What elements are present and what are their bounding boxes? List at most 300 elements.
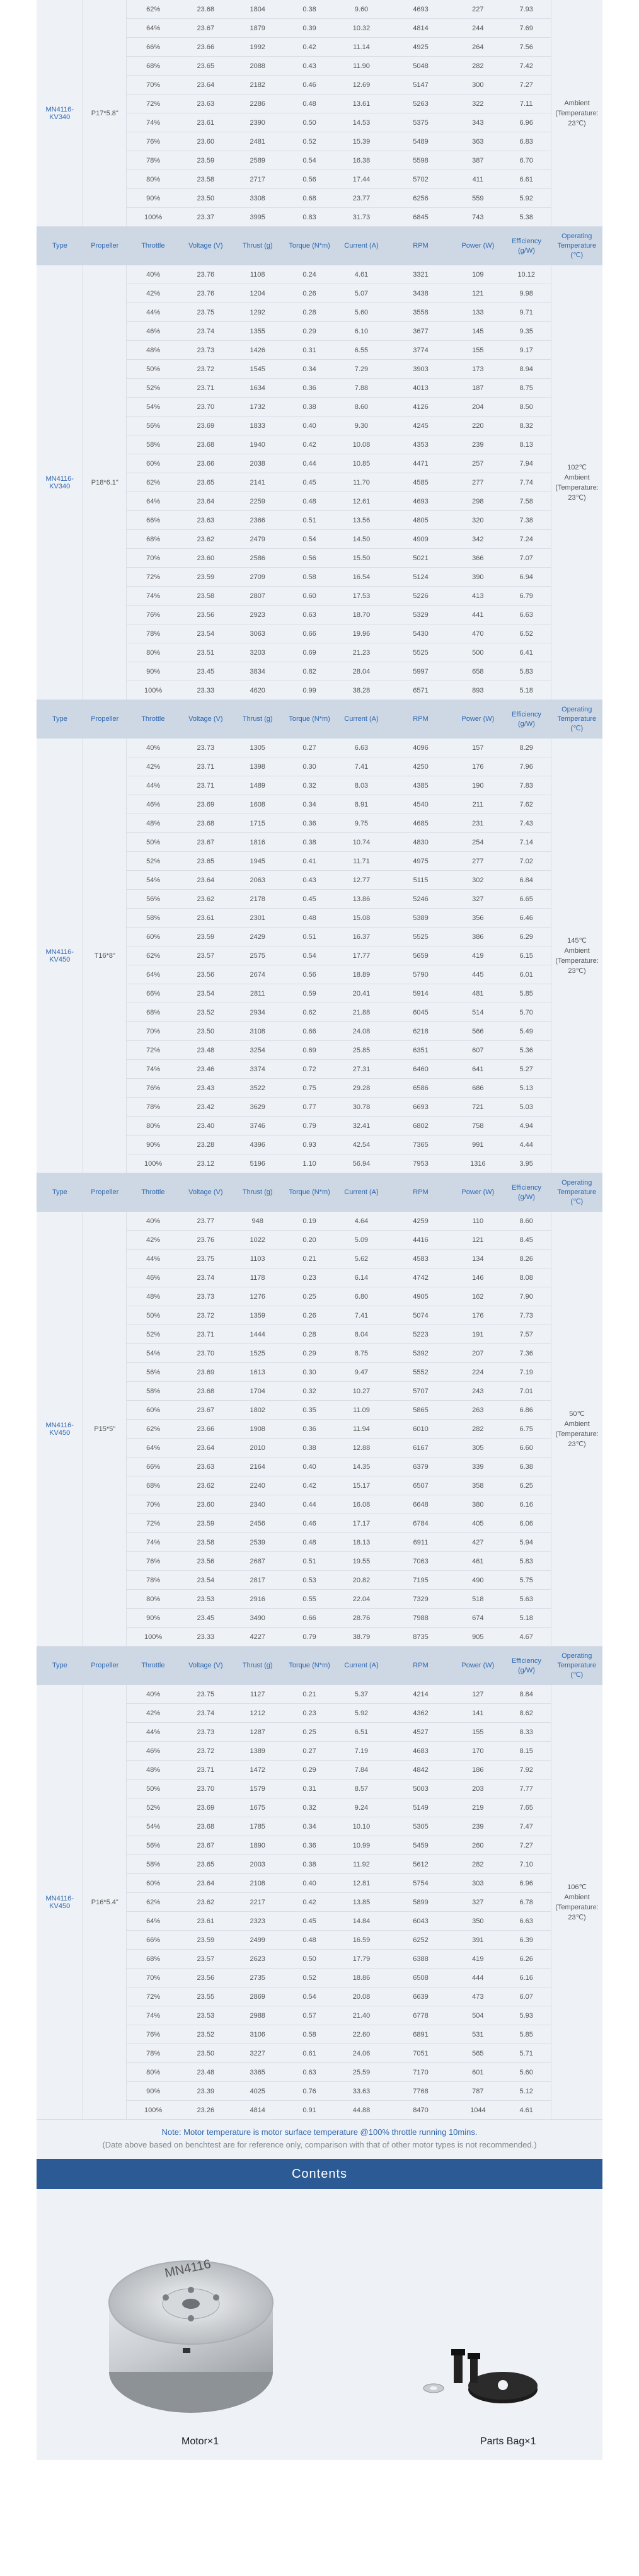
efficiency-cell: 7.56: [502, 38, 551, 57]
voltage-cell: 23.43: [180, 1079, 231, 1098]
thrust-cell: 4620: [232, 681, 284, 700]
current-cell: 16.08: [335, 1495, 387, 1514]
rpm-cell: 4013: [388, 379, 454, 398]
power-cell: 322: [454, 95, 502, 113]
efficiency-cell: 6.78: [502, 1893, 551, 1912]
voltage-cell: 23.74: [180, 1268, 231, 1287]
current-cell: 18.70: [335, 606, 387, 624]
torque-cell: 0.69: [284, 643, 335, 662]
rpm-cell: 4830: [388, 833, 454, 852]
current-cell: 15.08: [335, 909, 387, 928]
temperature-line: (Temperature:: [555, 483, 599, 492]
voltage-cell: 23.56: [180, 1552, 231, 1571]
throttle-cell: 54%: [127, 1344, 180, 1363]
rpm-cell: 4975: [388, 852, 454, 871]
power-cell: 300: [454, 76, 502, 95]
throttle-cell: 78%: [127, 1098, 180, 1117]
thrust-cell: 2807: [232, 587, 284, 606]
throttle-cell: 74%: [127, 1060, 180, 1079]
rpm-cell: 4214: [388, 1685, 454, 1704]
power-cell: 303: [454, 1874, 502, 1893]
torque-cell: 0.57: [284, 2006, 335, 2025]
torque-cell: 0.48: [284, 95, 335, 113]
current-cell: 12.77: [335, 871, 387, 890]
torque-cell: 0.38: [284, 1855, 335, 1874]
rpm-cell: 5997: [388, 662, 454, 681]
thrust-cell: 2301: [232, 909, 284, 928]
thrust-cell: 2038: [232, 454, 284, 473]
torque-cell: 0.26: [284, 1306, 335, 1325]
thrust-cell: 3746: [232, 1117, 284, 1136]
current-cell: 10.85: [335, 454, 387, 473]
current-cell: 30.78: [335, 1098, 387, 1117]
voltage-cell: 23.26: [180, 2101, 231, 2120]
torque-cell: 0.56: [284, 965, 335, 984]
power-cell: 386: [454, 928, 502, 946]
rpm-cell: 6891: [388, 2025, 454, 2044]
torque-cell: 0.54: [284, 946, 335, 965]
thrust-cell: 2286: [232, 95, 284, 113]
header-current: Current (A): [335, 1647, 387, 1686]
voltage-cell: 23.71: [180, 1761, 231, 1780]
efficiency-cell: 7.58: [502, 492, 551, 511]
thrust-cell: 4025: [232, 2082, 284, 2101]
thrust-cell: 2687: [232, 1552, 284, 1571]
thrust-cell: 3834: [232, 662, 284, 681]
throttle-cell: 70%: [127, 1022, 180, 1041]
torque-cell: 0.29: [284, 1761, 335, 1780]
torque-cell: 0.93: [284, 1136, 335, 1154]
rpm-cell: 4096: [388, 739, 454, 757]
voltage-cell: 23.50: [180, 2044, 231, 2063]
power-cell: 109: [454, 265, 502, 284]
thrust-cell: 1305: [232, 739, 284, 757]
rpm-cell: 6586: [388, 1079, 454, 1098]
throttle-cell: 80%: [127, 643, 180, 662]
rpm-cell: 5525: [388, 928, 454, 946]
power-cell: 1044: [454, 2101, 502, 2120]
rpm-cell: 5389: [388, 909, 454, 928]
header-type: Type: [37, 227, 83, 266]
power-cell: 444: [454, 1969, 502, 1987]
rpm-cell: 5223: [388, 1325, 454, 1344]
throttle-cell: 70%: [127, 1495, 180, 1514]
header-voltage: Voltage (V): [180, 227, 231, 266]
rpm-cell: 6693: [388, 1098, 454, 1117]
power-cell: 504: [454, 2006, 502, 2025]
current-cell: 17.79: [335, 1950, 387, 1969]
thrust-cell: 2240: [232, 1476, 284, 1495]
voltage-cell: 23.70: [180, 1780, 231, 1798]
rpm-cell: 5552: [388, 1363, 454, 1382]
current-cell: 8.03: [335, 776, 387, 795]
current-cell: 25.85: [335, 1041, 387, 1060]
operating-temperature-cell: [551, 0, 602, 227]
propeller-cell: P15*5": [83, 1212, 127, 1647]
torque-cell: 0.27: [284, 1742, 335, 1761]
throttle-cell: 70%: [127, 1969, 180, 1987]
rpm-cell: 4540: [388, 795, 454, 814]
power-cell: 343: [454, 113, 502, 132]
efficiency-cell: 6.46: [502, 909, 551, 928]
efficiency-cell: 7.74: [502, 473, 551, 492]
rpm-cell: 5659: [388, 946, 454, 965]
throttle-cell: 52%: [127, 379, 180, 398]
rpm-cell: 6167: [388, 1439, 454, 1458]
throttle-cell: 40%: [127, 265, 180, 284]
throttle-cell: 66%: [127, 38, 180, 57]
thrust-cell: 2323: [232, 1912, 284, 1931]
rpm-cell: 5329: [388, 606, 454, 624]
current-cell: 10.99: [335, 1836, 387, 1855]
efficiency-cell: 9.35: [502, 322, 551, 341]
power-cell: 134: [454, 1250, 502, 1268]
torque-cell: 0.27: [284, 739, 335, 757]
efficiency-cell: 8.50: [502, 398, 551, 417]
power-cell: 155: [454, 341, 502, 360]
header-power: Power (W): [454, 1173, 502, 1212]
rpm-cell: 4527: [388, 1723, 454, 1742]
throttle-cell: 50%: [127, 1306, 180, 1325]
power-cell: 260: [454, 1836, 502, 1855]
power-cell: 380: [454, 1495, 502, 1514]
voltage-cell: 23.70: [180, 398, 231, 417]
rpm-cell: 3774: [388, 341, 454, 360]
power-cell: 391: [454, 1931, 502, 1950]
performance-table: [37, 0, 602, 2120]
power-cell: 203: [454, 1780, 502, 1798]
torque-cell: 0.59: [284, 984, 335, 1003]
rpm-cell: 4805: [388, 511, 454, 530]
power-cell: 155: [454, 1723, 502, 1742]
rpm-cell: 5754: [388, 1874, 454, 1893]
efficiency-cell: 7.14: [502, 833, 551, 852]
torque-cell: 0.66: [284, 624, 335, 643]
power-cell: 601: [454, 2063, 502, 2082]
rpm-cell: 4905: [388, 1287, 454, 1306]
rpm-cell: 4585: [388, 473, 454, 492]
power-cell: 298: [454, 492, 502, 511]
efficiency-cell: 6.07: [502, 1987, 551, 2006]
temperature-line: 23℃): [568, 967, 586, 975]
torque-cell: 0.43: [284, 871, 335, 890]
voltage-cell: 23.48: [180, 1041, 231, 1060]
current-cell: 7.84: [335, 1761, 387, 1780]
voltage-cell: 23.67: [180, 19, 231, 38]
voltage-cell: 23.48: [180, 2063, 231, 2082]
power-cell: 157: [454, 739, 502, 757]
efficiency-cell: 9.17: [502, 341, 551, 360]
efficiency-cell: 6.94: [502, 568, 551, 587]
current-cell: 6.63: [335, 739, 387, 757]
power-cell: 358: [454, 1476, 502, 1495]
rpm-cell: 4925: [388, 38, 454, 57]
throttle-cell: 44%: [127, 1723, 180, 1742]
current-cell: 33.63: [335, 2082, 387, 2101]
efficiency-cell: 10.12: [502, 265, 551, 284]
torque-cell: 0.54: [284, 151, 335, 170]
current-cell: 6.14: [335, 1268, 387, 1287]
thrust-cell: 1398: [232, 757, 284, 776]
rpm-cell: 5790: [388, 965, 454, 984]
efficiency-cell: 6.75: [502, 1420, 551, 1439]
rpm-cell: 4693: [388, 0, 454, 19]
table-row: [37, 1685, 602, 1704]
throttle-cell: 76%: [127, 2025, 180, 2044]
power-cell: 121: [454, 1231, 502, 1250]
throttle-cell: 62%: [127, 0, 180, 19]
efficiency-cell: 5.85: [502, 984, 551, 1003]
voltage-cell: 23.74: [180, 1704, 231, 1723]
current-cell: 17.77: [335, 946, 387, 965]
thrust-cell: 1634: [232, 379, 284, 398]
voltage-cell: 23.76: [180, 284, 231, 303]
motor-type-cell: MN4116-KV450: [37, 739, 83, 1173]
power-cell: 190: [454, 776, 502, 795]
header-rpm: RPM: [388, 1647, 454, 1686]
torque-cell: 0.51: [284, 928, 335, 946]
thrust-cell: 3308: [232, 189, 284, 208]
torque-cell: 0.58: [284, 2025, 335, 2044]
voltage-cell: 23.60: [180, 132, 231, 151]
efficiency-cell: 9.71: [502, 303, 551, 322]
efficiency-cell: 6.39: [502, 1931, 551, 1950]
throttle-cell: 42%: [127, 757, 180, 776]
current-cell: 5.07: [335, 284, 387, 303]
power-cell: 263: [454, 1401, 502, 1420]
header-throttle: Throttle: [127, 1173, 180, 1212]
thrust-cell: 2817: [232, 1571, 284, 1590]
power-cell: 320: [454, 511, 502, 530]
parts-bag-image: [423, 2349, 538, 2403]
thrust-cell: 1890: [232, 1836, 284, 1855]
efficiency-cell: 6.25: [502, 1476, 551, 1495]
propeller-cell: P16*5.4": [83, 1685, 127, 2120]
thrust-cell: 2674: [232, 965, 284, 984]
thrust-cell: 2003: [232, 1855, 284, 1874]
throttle-cell: 60%: [127, 1401, 180, 1420]
rpm-cell: 3438: [388, 284, 454, 303]
torque-cell: 0.39: [284, 19, 335, 38]
power-cell: 481: [454, 984, 502, 1003]
voltage-cell: 23.56: [180, 1969, 231, 1987]
torque-cell: 0.31: [284, 1780, 335, 1798]
voltage-cell: 23.76: [180, 265, 231, 284]
current-cell: 11.14: [335, 38, 387, 57]
rpm-cell: 5375: [388, 113, 454, 132]
rpm-cell: 5914: [388, 984, 454, 1003]
torque-cell: 0.45: [284, 890, 335, 909]
header-thrust: Thrust (g): [232, 1173, 284, 1212]
torque-cell: 0.62: [284, 1003, 335, 1022]
current-cell: 8.04: [335, 1325, 387, 1344]
temperature-line: 145℃: [567, 936, 587, 945]
thrust-cell: 1908: [232, 1420, 284, 1439]
efficiency-cell: 5.85: [502, 2025, 551, 2044]
rpm-cell: 4353: [388, 435, 454, 454]
thrust-cell: 2479: [232, 530, 284, 549]
throttle-cell: 68%: [127, 530, 180, 549]
thrust-cell: 1545: [232, 360, 284, 379]
torque-cell: 0.26: [284, 284, 335, 303]
current-cell: 21.40: [335, 2006, 387, 2025]
voltage-cell: 23.45: [180, 662, 231, 681]
thrust-cell: 2010: [232, 1439, 284, 1458]
power-cell: 531: [454, 2025, 502, 2044]
current-cell: 19.55: [335, 1552, 387, 1571]
thrust-cell: 3254: [232, 1041, 284, 1060]
throttle-cell: 64%: [127, 19, 180, 38]
throttle-cell: 48%: [127, 814, 180, 833]
current-cell: 18.86: [335, 1969, 387, 1987]
rpm-cell: 8735: [388, 1628, 454, 1647]
rpm-cell: 6639: [388, 1987, 454, 2006]
efficiency-cell: 7.62: [502, 795, 551, 814]
throttle-cell: 62%: [127, 1893, 180, 1912]
rpm-cell: 4693: [388, 492, 454, 511]
current-cell: 7.29: [335, 360, 387, 379]
thrust-cell: 1879: [232, 19, 284, 38]
voltage-cell: 23.66: [180, 38, 231, 57]
voltage-cell: 23.52: [180, 1003, 231, 1022]
throttle-cell: 48%: [127, 341, 180, 360]
efficiency-cell: 6.06: [502, 1514, 551, 1533]
efficiency-cell: 6.84: [502, 871, 551, 890]
voltage-cell: 23.75: [180, 303, 231, 322]
voltage-cell: 23.71: [180, 757, 231, 776]
torque-cell: 0.30: [284, 757, 335, 776]
efficiency-cell: 7.92: [502, 1761, 551, 1780]
header-temp: Operating Temperature (℃): [551, 1173, 602, 1212]
voltage-cell: 23.37: [180, 208, 231, 227]
throttle-cell: 46%: [127, 322, 180, 341]
current-cell: 5.37: [335, 1685, 387, 1704]
voltage-cell: 23.57: [180, 1950, 231, 1969]
table-row: [37, 1212, 602, 1231]
torque-cell: 0.63: [284, 606, 335, 624]
voltage-cell: 23.51: [180, 643, 231, 662]
power-cell: 419: [454, 1950, 502, 1969]
rpm-cell: 3903: [388, 360, 454, 379]
current-cell: 11.94: [335, 1420, 387, 1439]
notes: [37, 2120, 602, 2159]
temperature-line: 23℃): [568, 493, 586, 502]
thrust-cell: 2088: [232, 57, 284, 76]
rpm-cell: 4909: [388, 530, 454, 549]
current-cell: 21.23: [335, 643, 387, 662]
efficiency-cell: 8.60: [502, 1212, 551, 1231]
efficiency-cell: 6.60: [502, 1439, 551, 1458]
voltage-cell: 23.73: [180, 1723, 231, 1742]
temperature-line: (Temperature:: [555, 1903, 599, 1911]
header-voltage: Voltage (V): [180, 1173, 231, 1212]
voltage-cell: 23.61: [180, 1912, 231, 1931]
current-cell: 15.39: [335, 132, 387, 151]
voltage-cell: 23.63: [180, 1458, 231, 1476]
voltage-cell: 23.64: [180, 492, 231, 511]
efficiency-cell: 5.92: [502, 189, 551, 208]
current-cell: 5.60: [335, 303, 387, 322]
torque-cell: 0.52: [284, 132, 335, 151]
voltage-cell: 23.74: [180, 322, 231, 341]
header-thrust: Thrust (g): [232, 1647, 284, 1686]
thrust-cell: 1103: [232, 1250, 284, 1268]
power-cell: 231: [454, 814, 502, 833]
voltage-cell: 23.75: [180, 1685, 231, 1704]
efficiency-cell: 4.94: [502, 1117, 551, 1136]
thrust-cell: 1292: [232, 303, 284, 322]
thrust-cell: 3203: [232, 643, 284, 662]
efficiency-cell: 5.18: [502, 1609, 551, 1628]
throttle-cell: 56%: [127, 1836, 180, 1855]
power-cell: 641: [454, 1060, 502, 1079]
torque-cell: 0.99: [284, 681, 335, 700]
power-cell: 387: [454, 151, 502, 170]
current-cell: 10.32: [335, 19, 387, 38]
voltage-cell: 23.77: [180, 1212, 231, 1231]
power-cell: 405: [454, 1514, 502, 1533]
header-propeller: Propeller: [83, 1173, 127, 1212]
current-cell: 19.96: [335, 624, 387, 643]
efficiency-cell: 7.02: [502, 852, 551, 871]
header-current: Current (A): [335, 1173, 387, 1212]
thrust-cell: 2182: [232, 76, 284, 95]
power-cell: 743: [454, 208, 502, 227]
voltage-cell: 23.59: [180, 1931, 231, 1950]
power-cell: 419: [454, 946, 502, 965]
voltage-cell: 23.50: [180, 1022, 231, 1041]
throttle-cell: 44%: [127, 776, 180, 795]
throttle-cell: 54%: [127, 398, 180, 417]
torque-cell: 1.10: [284, 1154, 335, 1173]
temperature-line: 23℃): [568, 1440, 586, 1448]
thrust-cell: 2869: [232, 1987, 284, 2006]
throttle-cell: 100%: [127, 2101, 180, 2120]
thrust-cell: 1785: [232, 1817, 284, 1836]
power-cell: 282: [454, 1420, 502, 1439]
current-cell: 9.75: [335, 814, 387, 833]
current-cell: 23.77: [335, 189, 387, 208]
current-cell: 6.80: [335, 1287, 387, 1306]
rpm-cell: 7953: [388, 1154, 454, 1173]
propeller-cell: P17*5.8": [83, 0, 127, 227]
rpm-cell: 5707: [388, 1382, 454, 1401]
voltage-cell: 23.58: [180, 170, 231, 189]
throttle-cell: 78%: [127, 1571, 180, 1590]
torque-cell: 0.46: [284, 1514, 335, 1533]
voltage-cell: 23.67: [180, 1836, 231, 1855]
throttle-cell: 74%: [127, 113, 180, 132]
torque-cell: 0.68: [284, 189, 335, 208]
throttle-cell: 58%: [127, 1855, 180, 1874]
thrust-cell: 1489: [232, 776, 284, 795]
torque-cell: 0.24: [284, 265, 335, 284]
header-throttle: Throttle: [127, 227, 180, 266]
efficiency-cell: 6.52: [502, 624, 551, 643]
voltage-cell: 23.69: [180, 417, 231, 435]
efficiency-cell: 5.03: [502, 1098, 551, 1117]
throttle-cell: 50%: [127, 833, 180, 852]
rpm-cell: 4583: [388, 1250, 454, 1268]
throttle-cell: 68%: [127, 1476, 180, 1495]
efficiency-cell: 6.79: [502, 587, 551, 606]
throttle-cell: 72%: [127, 1514, 180, 1533]
note-temperature: Note: Motor temperature is motor surface temperature @100% throttle running 10mins.: [161, 2127, 478, 2137]
torque-cell: 0.66: [284, 1609, 335, 1628]
voltage-cell: 23.62: [180, 1893, 231, 1912]
temperature-line: (Temperature:: [555, 109, 599, 117]
throttle-cell: 58%: [127, 435, 180, 454]
